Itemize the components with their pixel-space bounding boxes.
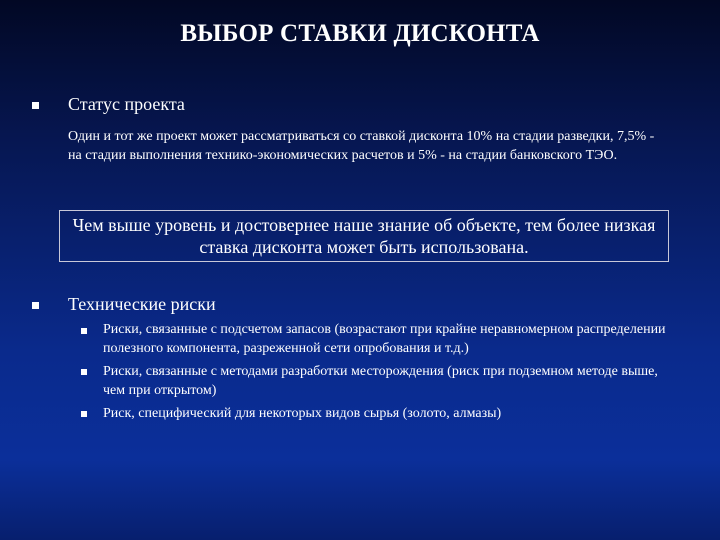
bullet-square-icon — [32, 102, 39, 109]
section-heading-project-status: Статус проекта — [68, 94, 185, 114]
sub-bullet-square-icon — [81, 369, 87, 375]
project-status-paragraph: Один и тот же проект может рассматриваться со ставкой дисконта 10% на стадии разведки, 7,5% - на стадии выполнения технико-экономических расчетов и 5% - на стадии банковского ТЭО. — [68, 129, 655, 163]
slide-title: ВЫБОР СТАВКИ ДИСКОНТА — [180, 20, 540, 47]
sub-bullet-square-icon — [81, 411, 87, 417]
risk-item: Риск, специфический для некоторых видов сырья (золото, алмазы) — [103, 406, 502, 421]
bullet-square-icon — [32, 302, 39, 309]
risk-item: Риски, связанные с подсчетом запасов (возрастают при крайне неравномерном распределении полезного компонента, разреженной сети опробования и т.д.) — [103, 322, 666, 356]
sub-bullet-square-icon — [81, 328, 87, 334]
callout-box: Чем выше уровень и достовернее наше знание об объекте, тем более низкая ставка дисконта может быть использована. — [59, 210, 669, 262]
risk-item: Риски, связанные с методами разработки месторождения (риск при подземном методе выше, чем при открытом) — [103, 364, 658, 398]
section-heading-technical-risks: Технические риски — [68, 294, 216, 314]
